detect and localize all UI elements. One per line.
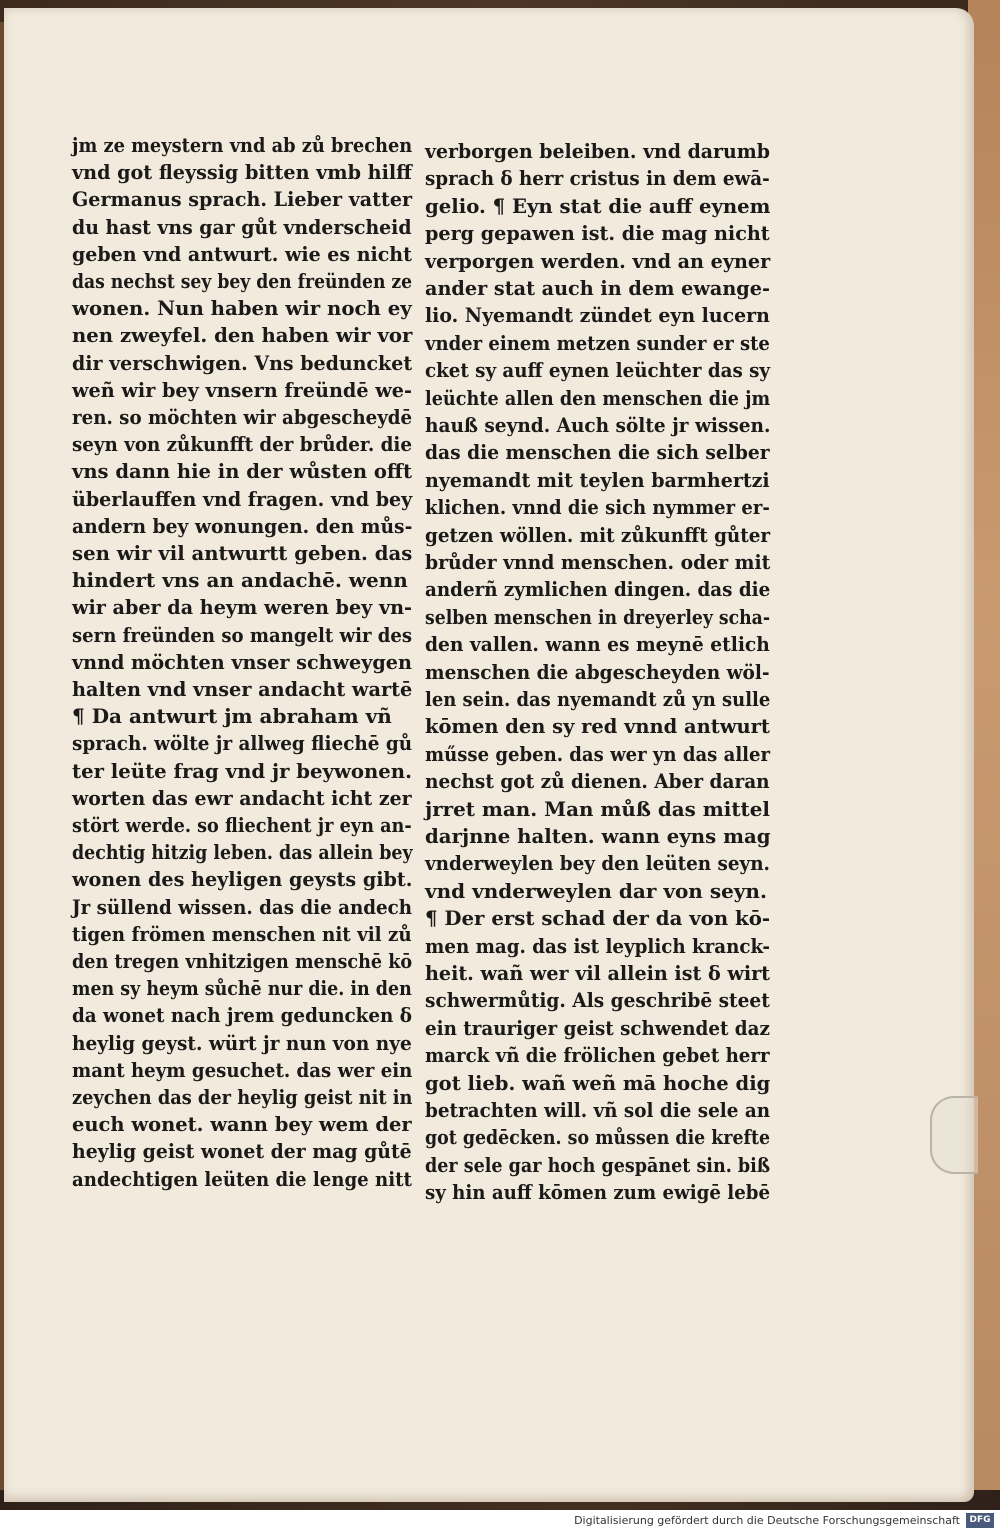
- text-line: den vallen. wann es meynē etlich: [425, 632, 770, 657]
- text-line: geben vnd antwurt. wie es nicht: [72, 241, 412, 266]
- text-line: getzen wöllen. mit zůkunfft gůter: [425, 522, 771, 547]
- text-line: jrret man. Man můß das mittel: [425, 796, 770, 821]
- text-line: überlauffen vnd fragen. vnd bey: [72, 486, 413, 511]
- text-line: lio. Nyemandt zündet eyn lucern: [425, 303, 770, 328]
- text-line: halten vnd vnser andacht wartē: [72, 677, 413, 701]
- text-line: cket sy auff eynen leüchter das sy: [425, 358, 771, 383]
- text-line: das die menschen die sich selber: [425, 440, 770, 465]
- digitization-credit: Digitalisierung gefördert durch die Deutsche Forschungsgemeinschaft: [574, 1514, 960, 1527]
- text-line: ¶ Der erst schad der da von kō-: [425, 906, 771, 931]
- text-line: ter leüte frag vnd jr beywonen.: [72, 758, 412, 783]
- text-line: mant heym gesuchet. das wer ein: [72, 1057, 413, 1082]
- text-line: perg gepawen ist. die mag nicht: [425, 221, 770, 246]
- text-line: tigen frömen menschen nit vil zů: [72, 921, 412, 946]
- text-line: vnder einem metzen sunder er ste: [425, 330, 770, 355]
- text-line: verporgen werden. vnd an eyner: [425, 248, 771, 273]
- text-line: ren. so möchten wir abgescheydē: [72, 405, 413, 429]
- text-line: men sy heym sůchē nur die. in den: [72, 976, 412, 1001]
- text-line: len sein. das nyemandt zů yn sulle: [425, 687, 771, 711]
- text-line: menschen die abgescheyden wöl-: [425, 659, 770, 684]
- text-line: hindert vns an andachē. wenn: [72, 568, 408, 593]
- text-line: seyn von zůkunfft der brůder. die: [72, 432, 412, 457]
- text-line: sprach ẟ herr cristus in dem ewā-: [425, 166, 770, 191]
- text-line: nyemandt mit teylen barmhertzi: [425, 467, 770, 492]
- text-line: vnd vnderweylen dar von seyn.: [425, 878, 767, 903]
- text-line: sy hin auff kōmen zum ewigē lebē: [425, 1180, 771, 1205]
- text-line: heit. wañ wer vil allein ist ẟ wirt: [425, 961, 770, 985]
- text-line: vnnd möchten vnser schweygen: [72, 649, 412, 674]
- text-line: nechst got zů dienen. Aber daran: [425, 769, 770, 794]
- text-line: weñ wir bey vnsern freündē we-: [72, 377, 412, 402]
- text-line: heylig geist wonet der mag gůtē: [72, 1139, 412, 1164]
- text-line: nen zweyfel. den haben wir vor: [72, 323, 413, 348]
- text-line: du hast vns gar gůt vnderscheid: [72, 214, 412, 239]
- text-line: leüchte allen den menschen die jm: [425, 385, 771, 410]
- text-line: heylig geyst. würt jr nun von nye: [72, 1030, 412, 1055]
- text-line: wonen. Nun haben wir noch ey: [72, 296, 412, 321]
- text-line: Germanus sprach. Lieber vatter: [72, 187, 413, 212]
- text-line: darjnne halten. wann eyns mag: [425, 824, 771, 848]
- text-line: anderñ zymlichen dingen. das die: [425, 577, 771, 602]
- text-line: den tregen vnhitzigen menschē kō: [72, 949, 413, 973]
- text-line: Jr süllend wissen. das die andech: [72, 894, 413, 919]
- text-line: vnderweylen bey den leüten seyn.: [425, 851, 770, 876]
- text-line: zeychen das der heylig geist nit in: [72, 1085, 413, 1109]
- text-line: vns dann hie in der wůsten offt: [72, 459, 412, 484]
- text-line: ¶ Da antwurt jm abraham vñ: [72, 704, 392, 729]
- dfg-logo: DFG: [966, 1513, 994, 1528]
- text-line: klichen. vnnd die sich nymmer er-: [425, 495, 770, 520]
- text-line: stört werde. so fliechent jr eyn an-: [72, 813, 412, 837]
- text-line: euch wonet. wann bey wem der: [72, 1112, 412, 1137]
- text-line: hauß seynd. Auch sölte jr wissen.: [425, 413, 771, 437]
- text-line: ander stat auch in dem ewange-: [425, 276, 770, 300]
- text-line: das nechst sey bey den freünden ze: [72, 269, 413, 293]
- text-line: got lieb. wañ weñ mā hoche dig: [425, 1070, 771, 1095]
- text-line: brůder vnnd menschen. oder mit: [425, 550, 771, 574]
- text-line: betrachten will. vñ sol die sele an: [425, 1098, 771, 1122]
- text-line: kōmen den sy red vnnd antwurt: [425, 714, 770, 739]
- text-line: dir verschwigen. Vns beduncket: [72, 350, 413, 375]
- text-line: jm ze meystern vnd ab zů brechen: [72, 133, 413, 157]
- text-line: sprach. wölte jr allweg fliechē gů: [72, 731, 413, 756]
- text-line: got gedēcken. so můssen die krefte: [425, 1125, 771, 1150]
- text-line: gelio. ¶ Eyn stat die auff eynem: [425, 193, 771, 218]
- text-line: selben menschen in dreyerley scha-: [425, 604, 771, 629]
- text-line: ein trauriger geist schwendet daz: [425, 1015, 770, 1040]
- text-line: verborgen beleiben. vnd darumb: [425, 139, 770, 163]
- text-line: marck vñ die frölichen gebet herr: [425, 1043, 770, 1068]
- page-tab-marker: [930, 1096, 978, 1174]
- text-line: wir aber da heym weren bey vn-: [72, 595, 412, 620]
- text-line: schwermůtig. Als geschribē steet: [425, 988, 770, 1013]
- text-line: men mag. das ist leyplich kranck-: [425, 933, 770, 958]
- text-line: dechtig hitzig leben. das allein bey: [72, 840, 413, 865]
- text-line: da wonet nach jrem geduncken ẟ: [72, 1003, 412, 1028]
- text-line: worten das ewr andacht icht zer: [72, 785, 412, 810]
- text-line: andern bey wonungen. den můs-: [72, 513, 413, 538]
- text-line: andechtigen leüten die lenge nitt: [72, 1166, 412, 1191]
- text-line: sern freünden so mangelt wir des: [72, 622, 413, 647]
- text-line: vnd got fleyssig bitten vmb hilff: [72, 160, 412, 185]
- text-line: der sele gar hoch gespānet sin. biß: [425, 1152, 771, 1177]
- text-line: wonen des heyligen geysts gibt.: [72, 867, 413, 892]
- text-line: műsse geben. das wer yn das aller: [425, 741, 771, 766]
- text-line: sen wir vil antwurtt geben. das: [72, 541, 413, 565]
